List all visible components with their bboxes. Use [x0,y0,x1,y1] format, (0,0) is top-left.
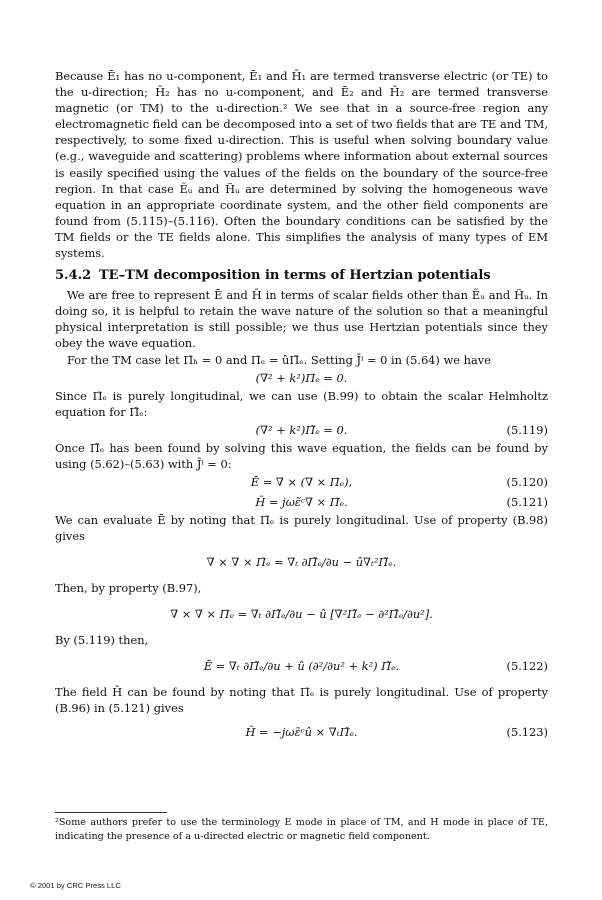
section-title: TE–TM decomposition in terms of Hertzian potentials [99,268,491,284]
by-5119-paragraph: By (5.119) then, [55,633,149,648]
equation-body: H̄ = jωε̃ᶜ∇ × Π̄ₑ. [255,494,348,509]
equation-body: Ē = ∇ₜ ∂Π̃ₑ/∂u + û (∂²/∂u² + k²) Π̃ₑ. [203,659,400,674]
footnote: ²Some authors prefer to use the terminology E mode in place of TM, and H mode in place of TE, indicating the presence of a u-directed electric or magnetic field component. [55,817,548,842]
equation-body: (∇² + k²)Π̃ₑ = 0. [255,422,348,437]
equation-body: (∇² + k²)Π̄ₑ = 0. [255,370,348,385]
equation-body: ∇ × ∇ × Π̄ₑ = ∇ₜ ∂Π̃ₑ/∂u − û [∇²Π̃ₑ − ∂²Π̃ₑ/∂u²]. [170,607,433,622]
copyright-notice: © 2001 by CRC Press LLC [30,881,121,890]
field-h-paragraph: The field H̄ can be found by noting that Π̄ₑ is purely longitudinal. Use of property (B.96) in (5.121) gives [55,685,548,716]
intro-paragraph: Because Ē₁ has no u-component, Ē₁ and H̄₁ are termed transverse electric (or TE) to the u-direction; H̄₂ has no u-component, and Ē₂ and H̄₂ are termed transverse magnetic (or TM) to the u-direction.² We see that in a source-free region any electromagnetic field can be decomposed into a set of two fields that are TE and TM, respectively, to some fixed u-direction. This is useful when solving boundary value (e.g., waveguide and scattering) problems where information about external sources is easily specified using the values of the fields on the boundary of the source-free region. In that case Ẽᵤ and H̃ᵤ are determined by solving the homogeneous wave equation in an appropriate coordinate system, and the other field components are found from (5.115)–(5.116). Often the boundary conditions can be satisfied by the TM fields or the TE fields alone. This simplifies the analysis of many types of EM systems. [55,69,548,261]
equation-number: (5.120) [506,474,548,489]
equation-curlcurl-1 [55,544,548,580]
equation-5119 [55,420,548,440]
longitudinal-paragraph: Since Π̄ₑ is purely longitudinal, we can use (B.99) to obtain the scalar Helmholtz equation for Π̃ₑ: [55,388,548,419]
section-number: 5.4.2 [55,268,92,284]
hertzian-paragraph: We are free to represent Ē and H̄ in terms of scalar fields other than Ẽᵤ and H̃ᵤ. In doing so, it is helpful to retain the wave nature of the solution so that a meaningful physical interpretation is still possible; we thus use Hertzian potentials since they obey the wave equation. [55,288,548,351]
equation-number: (5.122) [506,659,548,674]
equation-5122 [55,648,548,684]
then-paragraph: Then, by property (B.97), [55,581,202,596]
equation-wave-vector [55,368,548,388]
tm-case-paragraph: For the TM case let Π̄ₕ = 0 and Π̄ₑ = ûΠ̃ₑ. Setting J̄ⁱ = 0 in (5.64) we have [67,352,491,367]
equation-number: (5.123) [506,724,548,739]
equation-number: (5.119) [506,422,548,437]
equation-5120 [55,472,548,492]
equation-curlcurl-2 [55,596,548,632]
section-heading [55,268,548,283]
equation-5123 [55,717,548,747]
equation-body: Ē = ∇ × (∇ × Π̄ₑ), [250,474,353,489]
once-found-paragraph: Once Π̃ₑ has been found by solving this wave equation, the fields can be found by using (5.62)–(5.63) with J̄ⁱ = 0: [55,440,548,471]
evaluate-paragraph: We can evaluate Ē by noting that Π̄ₑ is purely longitudinal. Use of property (B.98) gives [55,512,548,544]
page-body [55,68,548,747]
footnote-rule [55,812,167,813]
equation-5121 [55,492,548,512]
equation-body: H̄ = −jωε̃ᶜû × ∇ₜΠ̃ₑ. [245,724,358,739]
equation-body: ∇ × ∇ × Π̄ₑ = ∇ₜ ∂Π̃ₑ/∂u − û∇ₜ²Π̃ₑ. [206,555,397,570]
equation-number: (5.121) [506,494,548,509]
